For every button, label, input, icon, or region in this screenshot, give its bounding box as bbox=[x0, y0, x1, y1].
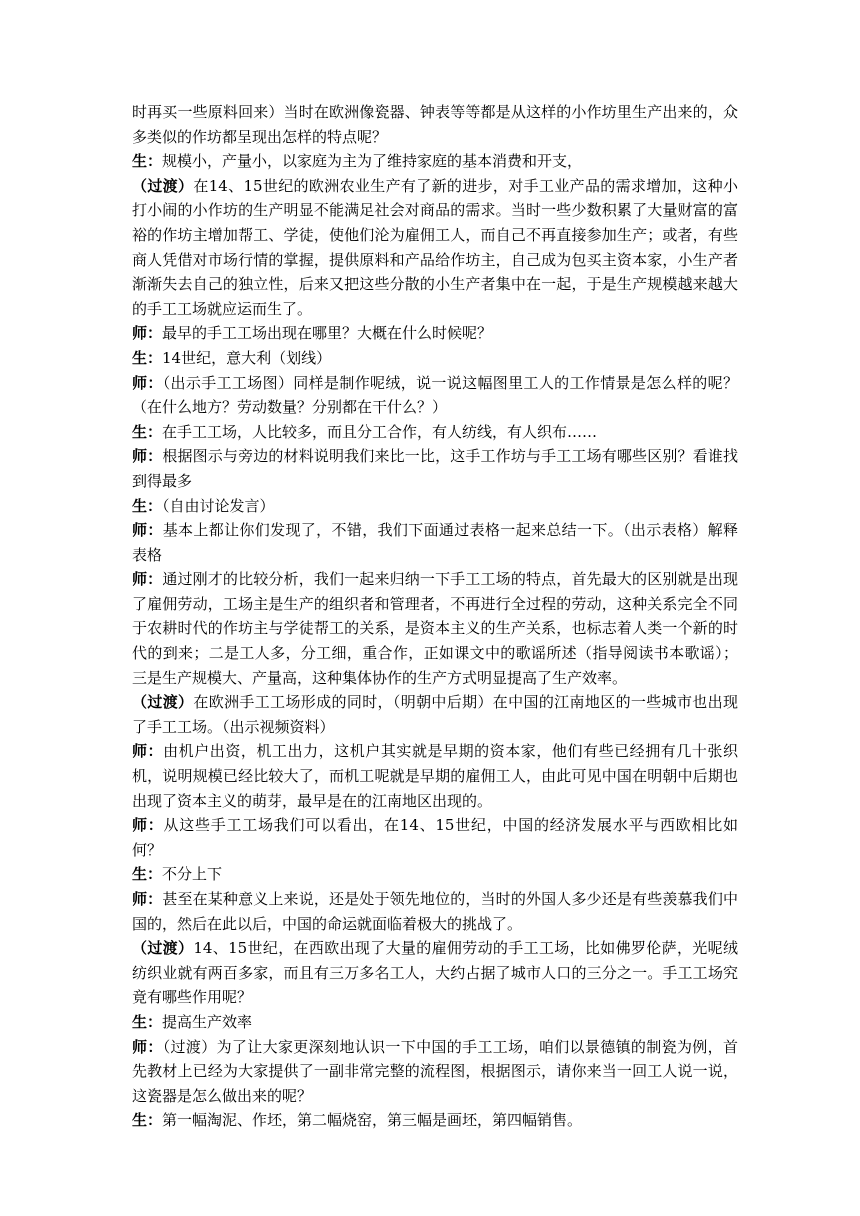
dialogue-paragraph bbox=[132, 444, 738, 493]
paragraph-text: 在手工工场，人比较多，而且分工合作，有人纺线，有人织布…… bbox=[162, 422, 598, 441]
speaker-label: 生： bbox=[132, 152, 163, 171]
dialogue-paragraph bbox=[132, 174, 738, 322]
dialogue-paragraph bbox=[132, 739, 738, 813]
paragraph-text: 规模小，产量小，以家庭为主为了维持家庭的基本消费和开支， bbox=[162, 152, 583, 171]
speaker-label: 师： bbox=[132, 521, 163, 540]
dialogue-paragraph bbox=[132, 371, 738, 420]
paragraph-text: 根据图示与旁边的材料说明我们来比一比，这手工作坊与手工工场有哪些区别？看谁找到得最多 bbox=[132, 447, 738, 490]
speaker-label: 生： bbox=[132, 422, 163, 441]
paragraph-text: （过渡）为了让大家更深刻地认识一下中国的手工工场，咱们以景德镇的制瓷为例，首先教材上已经为大家提供了一副非常完整的流程图，根据图示，请你来当一回工人说一说，这瓷器是怎么做出来的呢？ bbox=[132, 1037, 738, 1105]
paragraph-text: 14世纪，意大利（划线） bbox=[162, 348, 332, 367]
dialogue-paragraph bbox=[132, 887, 738, 936]
dialogue-paragraph bbox=[132, 813, 738, 862]
paragraph-text: 时再买一些原料回来）当时在欧洲像瓷器、钟表等等都是从这样的小作坊里生产出来的，众多类似的作坊都呈现出怎样的特点呢？ bbox=[132, 103, 738, 146]
speaker-label: 师： bbox=[132, 570, 163, 589]
paragraph-text: 甚至在某种意义上来说，还是处于领先地位的，当时的外国人多少还是有些羡慕我们中国的，然后在此以后，中国的命运就面临着极大的挑战了。 bbox=[132, 890, 738, 933]
speaker-label: 师： bbox=[132, 324, 163, 343]
dialogue-paragraph bbox=[132, 100, 738, 149]
paragraph-text: 基本上都让你们发现了，不错，我们下面通过表格一起来总结一下。（出示表格）解释表格 bbox=[132, 521, 738, 564]
paragraph-text: 不分上下 bbox=[162, 865, 223, 884]
dialogue-paragraph bbox=[132, 420, 738, 445]
dialogue-paragraph bbox=[132, 567, 738, 690]
paragraph-text: （自由讨论发言） bbox=[162, 496, 275, 515]
speaker-label: （过渡） bbox=[132, 176, 194, 195]
speaker-label: 生： bbox=[132, 865, 163, 884]
dialogue-paragraph bbox=[132, 321, 738, 346]
speaker-label: （过渡） bbox=[132, 693, 194, 712]
speaker-label: 生： bbox=[132, 348, 163, 367]
speaker-label: 师： bbox=[132, 1037, 163, 1056]
speaker-label: 师： bbox=[132, 890, 163, 908]
speaker-label: 生： bbox=[132, 1012, 163, 1031]
dialogue-paragraph bbox=[132, 518, 738, 567]
dialogue-paragraph bbox=[132, 346, 738, 371]
paragraph-text: 从这些手工工场我们可以看出，在14、15世纪，中国的经济发展水平与西欧相比如何？ bbox=[132, 816, 738, 859]
dialogue-paragraph bbox=[132, 494, 738, 519]
paragraph-text: 提高生产效率 bbox=[162, 1012, 253, 1031]
speaker-label: 师： bbox=[132, 816, 164, 835]
document-body bbox=[132, 100, 738, 1133]
paragraph-text: 最早的手工工场出现在哪里？大概在什么时候呢？ bbox=[162, 324, 493, 343]
paragraph-text: （出示手工工场图）同样是制作呢绒，说一说这幅图里工人的工作情景是怎么样的呢？（在什么地方？劳动数量？分别都在干什么？） bbox=[132, 373, 738, 417]
speaker-label: 师： bbox=[132, 447, 163, 466]
dialogue-paragraph bbox=[132, 862, 738, 887]
paragraph-text: 由机户出资，机工出力，这机户其实就是早期的资本家，他们有些已经拥有几十张织机，说明规模已经比较大了，而机工呢就是早期的雇佣工人，由此可见中国在明朝中后期也出现了资本主义的萌芽，最早是在的江南地区出现的。 bbox=[132, 742, 738, 810]
paragraph-text: 通过刚才的比较分析，我们一起来归纳一下手工工场的特点，首先最大的区别就是出现了雇佣劳动，工场主是生产的组织者和管理者，不再进行全过程的劳动，这种关系完全不同于农耕时代的作坊主与学徒帮工的关系，是资本主义的生产关系，也标志着人类一个新的时代的到来；二是工人多，分工细，重合作，正如课文中的歌谣所述（指导阅读书本歌谣）；三是生产规模大、产量高，这种集体协作的生产方式明显提高了生产效率。 bbox=[132, 570, 738, 687]
dialogue-paragraph bbox=[132, 1035, 738, 1109]
dialogue-paragraph bbox=[132, 690, 738, 739]
speaker-label: 师： bbox=[132, 742, 164, 761]
speaker-label: （过渡） bbox=[132, 939, 194, 958]
speaker-label: 生： bbox=[132, 1111, 163, 1130]
paragraph-text: 14、15世纪，在西欧出现了大量的雇佣劳动的手工工场，比如佛罗伦萨，光呢绒纺织业就有两百多家，而且有三万多名工人，大约占据了城市人口的三分之一。手工工场究竟有哪些作用呢？ bbox=[132, 939, 738, 1007]
dialogue-paragraph bbox=[132, 1010, 738, 1035]
paragraph-text: 第一幅淘泥、作坯，第二幅烧窑，第三幅是画坯，第四幅销售。 bbox=[162, 1111, 583, 1130]
paragraph-text: 在欧洲手工工场形成的同时，（明朝中后期）在中国的江南地区的一些城市也出现了手工工场。（出示视频资料） bbox=[132, 693, 738, 736]
speaker-label: 师： bbox=[132, 373, 163, 392]
dialogue-paragraph bbox=[132, 936, 738, 1010]
dialogue-paragraph bbox=[132, 149, 738, 174]
paragraph-text: 在14、15世纪的欧洲农业生产有了新的进步，对手工业产品的需求增加，这种小打小闹的小作坊的生产明显不能满足社会对商品的需求。当时一些少数积累了大量财富的富裕的作坊主增加帮工、学徒，使他们沦为雇佣工人，而自己不再直接参加生产；或者，有些商人凭借对市场行情的掌握，提供原料和产品给作坊主，自己成为包买主资本家，小生产者渐渐失去自己的独立性，后来又把这些分散的小生产者集中在一起，于是生产规模越来越大的手工工场就应运而生了。 bbox=[132, 176, 738, 318]
speaker-label: 生： bbox=[132, 496, 163, 515]
dialogue-paragraph bbox=[132, 1108, 738, 1133]
